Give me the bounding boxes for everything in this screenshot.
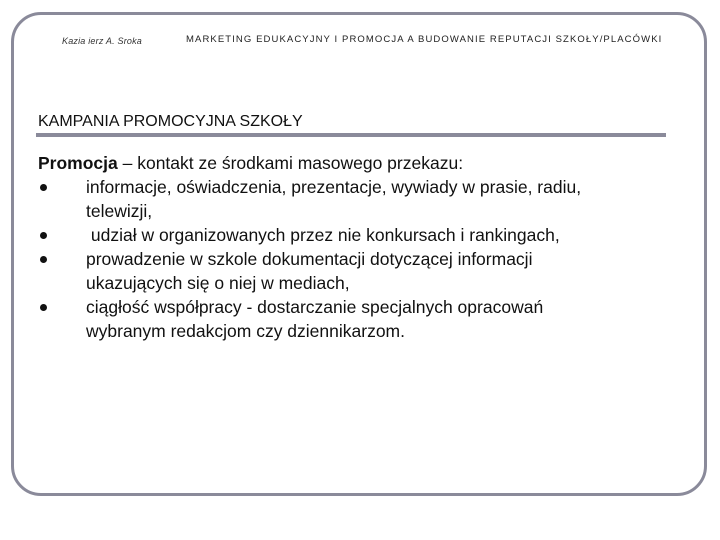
bullet-icon — [40, 184, 47, 191]
intro-term: Promocja — [38, 153, 118, 173]
bullet-icon — [40, 304, 47, 311]
header-title: MARKETING EDUKACYJNY I PROMOCJA A BUDOWANIE REPUTACJI SZKOŁY/PLACÓWKI — [186, 34, 663, 45]
list-item-line: informacje, oświadczenia, prezentacje, wywiady w prasie, radiu, — [86, 177, 582, 197]
list-item-line: wybranym redakcjom czy dziennikarzom. — [86, 321, 405, 341]
bullet-icon — [40, 232, 47, 239]
bullet-icon — [40, 256, 47, 263]
list-item-line: prowadzenie w szkole dokumentacji dotyczącej informacji — [86, 249, 533, 269]
title-divider — [36, 133, 666, 137]
slide-body — [38, 151, 678, 343]
bullet-list — [38, 175, 678, 343]
list-item-line: ciągłość współpracy - dostarczanie specjalnych opracowań — [86, 297, 544, 317]
list-item — [38, 223, 678, 247]
section-title: KAMPANIA PROMOCYJNA SZKOŁY — [38, 113, 303, 130]
list-item — [38, 247, 678, 295]
intro-text: – kontakt ze środkami masowego przekazu: — [117, 153, 464, 173]
intro-line — [38, 151, 678, 175]
list-item-line: telewizji, — [86, 201, 153, 221]
list-item — [38, 175, 678, 223]
list-item — [38, 295, 678, 343]
list-item-line: ukazujących się o niej w mediach, — [86, 273, 350, 293]
author-name: Kazia ierz A. Sroka — [62, 36, 142, 46]
list-item-line: udział w organizowanych przez nie konkursach i rankingach, — [86, 225, 560, 245]
